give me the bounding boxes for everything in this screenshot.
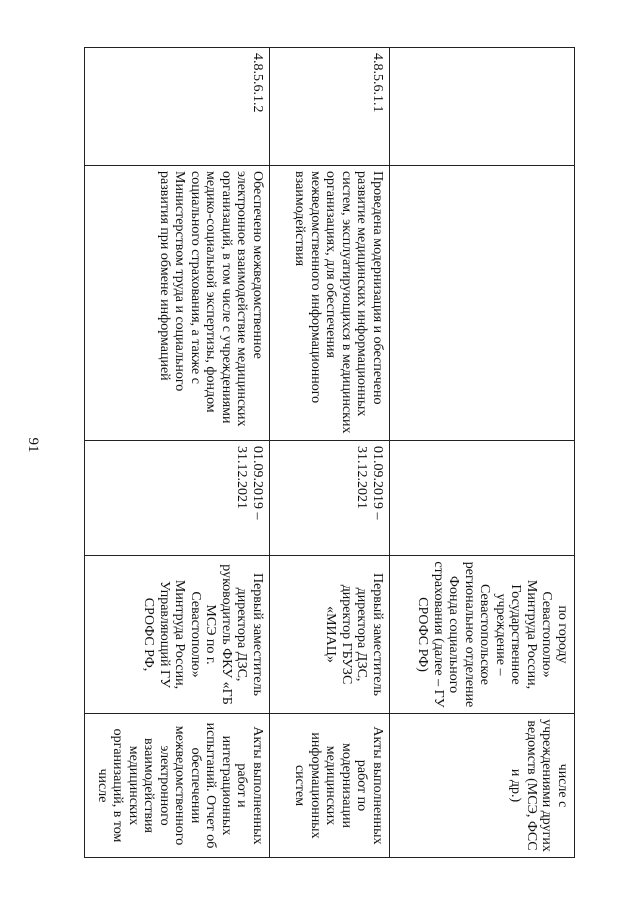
page-number: 91	[25, 437, 41, 453]
cell-result: Акты выполненных работ и интеграционных испытаний. Отчет об обеспечении межведомственного электронного взаимодействия медицинских организаций, в том числе	[85, 714, 270, 858]
table-row	[85, 48, 270, 858]
table-row	[390, 48, 575, 858]
cell-number	[390, 48, 575, 166]
cell-responsible: по городу Севастополю» Минтруда России, Государственное учреждение – Севастопольское региональное отделение Фонда социального страхования (далее – ГУ СРОФС РФ)	[390, 556, 575, 714]
cell-period: 01.09.2019 – 31.12.2021	[85, 441, 270, 556]
table-row	[270, 48, 390, 858]
cell-period	[390, 441, 575, 556]
cell-result: числе с учреждениями других ведомств (МСЭ, ФСС и др.)	[390, 714, 575, 858]
cell-responsible: Первый заместитель директора ДЗС, руководитель ФКУ «ГБ МСЭ по г. Севастополю» Минтруда России, Управляющий ГУ СРОФС РФ,	[85, 556, 270, 714]
cell-action: Обеспечено межведомственное электронное взаимодействие медицинских организаций, в том числе с учреждениями медико-социальной экспертизы, фондом социального страхования, а также с Министерством труда и социального развития при обмене информацией	[85, 166, 270, 441]
plan-table	[84, 47, 575, 858]
cell-action: Проведена модернизация и обеспечено развитие медицинских информационных систем, эксплуатирующихся в медицинских организациях, для обеспечения межведомственного информационного взаимодействия	[270, 166, 390, 441]
cell-period: 01.09.2019 – 31.12.2021	[270, 441, 390, 556]
rotated-table-frame	[85, 47, 575, 857]
cell-number: 4.8.5.6.1.2	[85, 48, 270, 166]
cell-responsible: Первый заместитель директора ДЗС, директор ГБУЗС «МИАЦ»	[270, 556, 390, 714]
cell-number: 4.8.5.6.1.1	[270, 48, 390, 166]
cell-action	[390, 166, 575, 441]
cell-result: Акты выполненных работ по модернизации медицинских информационных систем	[270, 714, 390, 858]
